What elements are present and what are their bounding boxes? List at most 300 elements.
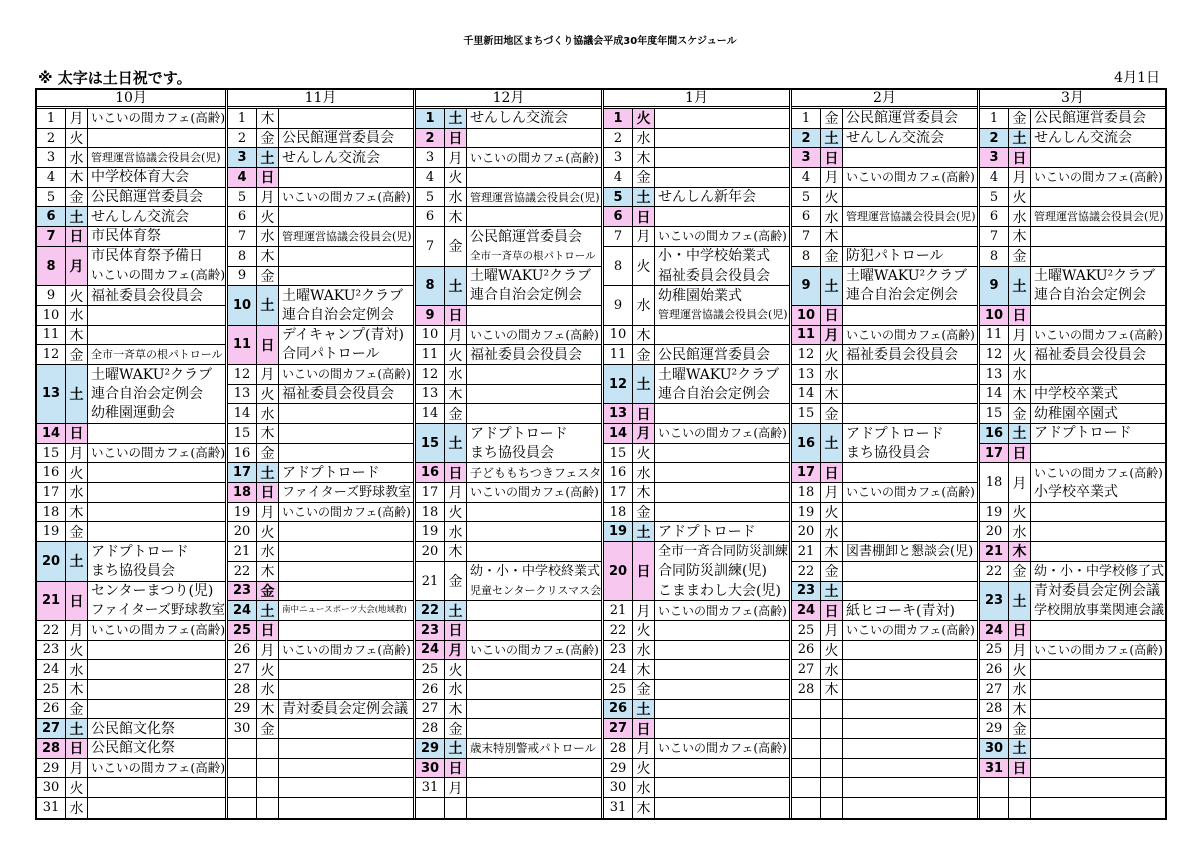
- weekday: 火: [633, 759, 655, 779]
- day-number: 7: [416, 227, 445, 266]
- day-number: 17: [37, 483, 66, 503]
- day-number: 16: [37, 463, 66, 483]
- event-text: 土曜WAKU²クラブ: [91, 366, 213, 383]
- day-number: 11: [980, 326, 1009, 346]
- weekday: 金: [633, 680, 655, 700]
- weekday: 日: [66, 739, 88, 759]
- day-number: 10: [604, 326, 633, 346]
- day-number: 16: [792, 424, 821, 463]
- weekday: 日: [633, 207, 655, 227]
- event-cell: [655, 719, 789, 739]
- weekday: 水: [1009, 680, 1031, 700]
- day-number: 20: [980, 522, 1009, 542]
- day-number: 13: [792, 365, 821, 385]
- event-cell: [843, 522, 977, 542]
- weekday: 水: [257, 680, 279, 700]
- day-number: 17: [604, 483, 633, 503]
- weekday: 火: [1009, 660, 1031, 680]
- weekday: 水: [821, 660, 843, 680]
- day-number: 23: [980, 582, 1009, 621]
- day-number: 9: [604, 286, 633, 325]
- day-number: 28: [792, 680, 821, 700]
- event-cell: [467, 365, 601, 385]
- weekday: 金: [445, 404, 467, 424]
- event-text: せんしん交流会: [282, 149, 380, 166]
- day-number: 7: [980, 227, 1009, 247]
- event-text: 連合自治会定例会: [470, 287, 582, 304]
- event-cell: [279, 444, 413, 464]
- empty-cell: [792, 778, 821, 798]
- day-number: 18: [980, 463, 1009, 502]
- event-cell: [467, 542, 601, 562]
- weekday: 土: [257, 286, 279, 325]
- event-cell: [1031, 227, 1165, 247]
- weekday: 木: [821, 680, 843, 700]
- empty-cell: [1031, 778, 1165, 798]
- day-number: 13: [416, 385, 445, 405]
- weekday: 金: [821, 562, 843, 582]
- empty-cell: [228, 778, 257, 798]
- event-text: アドプトロード: [470, 425, 568, 442]
- day-number: 4: [228, 168, 257, 188]
- weekday: 土: [1009, 582, 1031, 621]
- day-number: 5: [37, 188, 66, 208]
- event-cell: [88, 129, 225, 149]
- event-cell: [467, 483, 601, 503]
- event-cell: [88, 463, 225, 483]
- weekday: 水: [821, 365, 843, 385]
- empty-cell: [279, 798, 413, 818]
- event-text: 青対委員会定例会議: [282, 700, 408, 717]
- event-cell: [467, 148, 601, 168]
- day-number: 20: [416, 542, 445, 562]
- weekday: 月: [445, 148, 467, 168]
- weekday: 水: [66, 306, 88, 326]
- event-cell: [655, 444, 789, 464]
- weekday: 水: [633, 463, 655, 483]
- day-number: 15: [416, 424, 445, 463]
- event-cell: [279, 267, 413, 287]
- day-number: 4: [980, 168, 1009, 188]
- event-cell: [655, 483, 789, 503]
- day-number: 6: [228, 207, 257, 227]
- event-cell: [467, 385, 601, 405]
- empty-cell: [257, 778, 279, 798]
- empty-cell: [843, 798, 977, 818]
- event-cell: [655, 404, 789, 424]
- event-text: 管理運営協議会役員会(児): [658, 308, 788, 322]
- weekday: 木: [821, 542, 843, 562]
- event-cell: [1031, 739, 1165, 759]
- event-cell: [655, 700, 789, 720]
- event-text: 全市一斉草の根パトロール: [470, 249, 596, 262]
- event-text: 南中ニュースポーツ大会(地域教): [282, 605, 407, 616]
- event-cell: [467, 739, 601, 759]
- event-cell: [88, 444, 225, 464]
- day-number: 30: [37, 778, 66, 798]
- day-number: 24: [980, 621, 1009, 641]
- day-number: 29: [980, 719, 1009, 739]
- day-number: 14: [604, 424, 633, 444]
- event-cell: [843, 247, 977, 267]
- day-number: 18: [604, 503, 633, 523]
- day-number: 16: [980, 424, 1009, 444]
- weekday: 日: [821, 463, 843, 483]
- event-text: 幼・小・中学校終業式: [470, 563, 601, 579]
- month-header: 1月: [604, 90, 789, 109]
- event-cell: [467, 227, 601, 266]
- month-grid: [228, 109, 413, 818]
- weekday: 日: [633, 719, 655, 739]
- event-text: 管理運営協議会役員会(児): [470, 190, 600, 204]
- weekday: 火: [633, 444, 655, 464]
- empty-cell: [792, 739, 821, 759]
- weekday: 月: [1009, 168, 1031, 188]
- event-cell: [467, 207, 601, 227]
- event-cell: [1031, 759, 1165, 779]
- event-cell: [1031, 267, 1165, 306]
- weekday: 火: [66, 778, 88, 798]
- weekday: 金: [445, 227, 467, 266]
- day-number: 2: [37, 129, 66, 149]
- weekday: 土: [821, 129, 843, 149]
- event-cell: [279, 148, 413, 168]
- event-cell: [843, 641, 977, 661]
- weekday: 火: [445, 168, 467, 188]
- day-number: 3: [792, 148, 821, 168]
- empty-cell: [257, 759, 279, 779]
- day-number: 31: [37, 798, 66, 818]
- weekday: 火: [257, 660, 279, 680]
- weekday: 月: [821, 326, 843, 346]
- weekday: 日: [257, 326, 279, 365]
- event-cell: [655, 247, 789, 286]
- event-cell: [1031, 621, 1165, 641]
- day-number: 22: [604, 621, 633, 641]
- event-cell: [467, 719, 601, 739]
- day-number: 21: [604, 601, 633, 621]
- day-number: 28: [416, 719, 445, 739]
- weekday: 水: [66, 798, 88, 818]
- schedule-table: [35, 88, 1167, 820]
- day-number: 12: [604, 365, 633, 404]
- event-cell: [843, 267, 977, 306]
- weekday: 土: [1009, 739, 1031, 759]
- weekday: 土: [1009, 129, 1031, 149]
- event-text: 管理運営協議会役員会(児): [846, 210, 976, 224]
- event-cell: [843, 188, 977, 208]
- weekday: 水: [821, 207, 843, 227]
- event-cell: [279, 601, 413, 621]
- weekday: 水: [66, 660, 88, 680]
- event-text: 全市一斉合同防災訓練: [658, 544, 789, 560]
- event-text: 公民館運営委員会: [91, 189, 203, 206]
- event-cell: [467, 168, 601, 188]
- event-cell: [279, 660, 413, 680]
- day-number: 2: [792, 129, 821, 149]
- weekday: 木: [1009, 385, 1031, 405]
- weekday: 水: [1009, 365, 1031, 385]
- event-cell: [655, 109, 789, 129]
- weekday: 土: [1009, 424, 1031, 444]
- month-grid: [980, 109, 1165, 818]
- event-cell: [655, 326, 789, 346]
- day-number: 3: [37, 148, 66, 168]
- day-number: 15: [604, 444, 633, 464]
- event-text: いこいの間カフェ(高齢): [282, 190, 411, 205]
- event-cell: [88, 621, 225, 641]
- weekday: 木: [633, 326, 655, 346]
- event-text: 合同パトロール: [282, 346, 380, 363]
- weekday: 月: [1009, 326, 1031, 346]
- event-text: いこいの間カフェ(高齢): [1034, 642, 1163, 657]
- weekday: 金: [257, 267, 279, 287]
- weekday: 土: [66, 365, 88, 424]
- weekday: 火: [257, 207, 279, 227]
- weekday: 日: [257, 483, 279, 503]
- day-number: 29: [416, 739, 445, 759]
- weekday: 水: [257, 404, 279, 424]
- event-text: 公民館運営委員会: [846, 110, 958, 127]
- weekday: 木: [821, 227, 843, 247]
- weekday: 水: [1009, 522, 1031, 542]
- weekday: 金: [66, 522, 88, 542]
- event-text: いこいの間カフェ(高齢): [470, 485, 599, 500]
- event-text: 児童センタークリスマス会: [470, 584, 601, 598]
- event-cell: [1031, 188, 1165, 208]
- event-text: いこいの間カフェ(高齢): [1034, 327, 1163, 342]
- event-text: 管理運営協議会役員会(児): [282, 229, 412, 243]
- weekday: 日: [445, 759, 467, 779]
- weekday: 月: [66, 759, 88, 779]
- weekday: 火: [66, 463, 88, 483]
- weekday: 木: [257, 247, 279, 267]
- day-number: 2: [604, 129, 633, 149]
- event-text: まち協役員会: [91, 562, 175, 579]
- event-text: 学校開放事業関連会議: [1034, 602, 1165, 618]
- day-number: 14: [980, 385, 1009, 405]
- day-number: 3: [980, 148, 1009, 168]
- weekday: 月: [1009, 641, 1031, 661]
- event-cell: [279, 483, 413, 503]
- day-number: 25: [416, 660, 445, 680]
- empty-cell: [821, 719, 843, 739]
- event-text: いこいの間カフェ(高齢): [1034, 170, 1163, 185]
- weekday: 土: [445, 109, 467, 129]
- event-cell: [279, 326, 413, 365]
- day-number: 2: [416, 129, 445, 149]
- day-number: 27: [604, 719, 633, 739]
- day-number: 23: [37, 641, 66, 661]
- event-cell: [88, 582, 225, 621]
- empty-cell: [792, 700, 821, 720]
- event-cell: [843, 365, 977, 385]
- weekday: 土: [66, 542, 88, 581]
- event-text: いこいの間カフェ(高齢): [91, 759, 225, 775]
- event-cell: [88, 109, 225, 129]
- weekday: 水: [66, 148, 88, 168]
- event-cell: [1031, 503, 1165, 523]
- event-cell: [843, 621, 977, 641]
- event-text: 連合自治会定例会: [658, 385, 770, 402]
- day-number: 31: [980, 759, 1009, 779]
- day-number: 27: [37, 719, 66, 739]
- day-number: 26: [416, 680, 445, 700]
- month-grid: [792, 109, 977, 818]
- weekday: 火: [821, 503, 843, 523]
- weekday: 火: [821, 188, 843, 208]
- day-number: 21: [980, 542, 1009, 562]
- event-text: いこいの間カフェ(高齢): [658, 426, 787, 441]
- empty-cell: [792, 798, 821, 818]
- event-text: 公民館運営委員会: [470, 228, 582, 245]
- weekday: 金: [633, 503, 655, 523]
- day-number: 5: [228, 188, 257, 208]
- weekday: 水: [257, 542, 279, 562]
- weekday: 水: [633, 778, 655, 798]
- day-number: 26: [792, 641, 821, 661]
- event-cell: [279, 621, 413, 641]
- month-column: [789, 90, 977, 818]
- weekday: 火: [257, 522, 279, 542]
- weekday: 金: [445, 562, 467, 601]
- day-number: 6: [416, 207, 445, 227]
- event-text: いこいの間カフェ(高齢): [470, 150, 599, 165]
- event-cell: [843, 207, 977, 227]
- event-cell: [655, 207, 789, 227]
- day-number: 26: [604, 700, 633, 720]
- month-header: 11月: [228, 90, 413, 109]
- weekday: 水: [257, 227, 279, 247]
- day-number: 24: [228, 601, 257, 621]
- day-number: 15: [228, 424, 257, 444]
- weekday: 金: [257, 129, 279, 149]
- weekday: 土: [66, 719, 88, 739]
- day-number: 8: [792, 247, 821, 267]
- event-cell: [279, 522, 413, 542]
- day-number: 11: [604, 345, 633, 365]
- weekday: 火: [633, 109, 655, 129]
- day-number: 4: [416, 168, 445, 188]
- day-number: 20: [792, 522, 821, 542]
- event-cell: [843, 306, 977, 326]
- weekday: 水: [445, 680, 467, 700]
- day-number: 5: [980, 188, 1009, 208]
- empty-cell: [279, 778, 413, 798]
- event-text: せんしん新年会: [658, 189, 756, 206]
- day-number: 31: [604, 798, 633, 818]
- weekday: 土: [257, 601, 279, 621]
- day-number: 25: [980, 641, 1009, 661]
- day-number: 17: [416, 483, 445, 503]
- weekday: 木: [66, 503, 88, 523]
- event-cell: [1031, 168, 1165, 188]
- empty-cell: [279, 759, 413, 779]
- event-cell: [467, 759, 601, 779]
- event-cell: [1031, 680, 1165, 700]
- empty-cell: [228, 798, 257, 818]
- event-cell: [1031, 365, 1165, 385]
- event-text: せんしん交流会: [846, 130, 944, 147]
- event-cell: [655, 621, 789, 641]
- day-number: 12: [980, 345, 1009, 365]
- weekday: 水: [445, 522, 467, 542]
- day-number: 21: [792, 542, 821, 562]
- event-cell: [843, 109, 977, 129]
- event-cell: [88, 483, 225, 503]
- event-cell: [843, 680, 977, 700]
- empty-cell: [821, 759, 843, 779]
- event-cell: [279, 424, 413, 444]
- event-text: 福祉委員会役員会: [282, 385, 394, 402]
- weekday: 土: [633, 188, 655, 208]
- event-cell: [279, 562, 413, 582]
- weekday: 月: [445, 778, 467, 798]
- weekday: 金: [1009, 404, 1031, 424]
- event-cell: [1031, 129, 1165, 149]
- event-cell: [1031, 385, 1165, 405]
- day-number: 15: [980, 404, 1009, 424]
- empty-cell: [467, 798, 601, 818]
- weekday: 水: [445, 365, 467, 385]
- event-cell: [1031, 463, 1165, 502]
- event-cell: [88, 719, 225, 739]
- day-number: 17: [980, 444, 1009, 464]
- event-text: 福祉委員会役員会: [91, 287, 203, 304]
- day-number: 6: [37, 207, 66, 227]
- day-number: 20: [604, 542, 633, 601]
- day-number: 14: [792, 385, 821, 405]
- empty-cell: [980, 798, 1009, 818]
- day-number: 8: [416, 267, 445, 306]
- weekday: 水: [66, 483, 88, 503]
- day-number: 1: [980, 109, 1009, 129]
- event-cell: [88, 680, 225, 700]
- event-cell: [467, 267, 601, 306]
- event-cell: [1031, 148, 1165, 168]
- day-number: 14: [416, 404, 445, 424]
- weekday: 土: [1009, 267, 1031, 306]
- event-cell: [843, 542, 977, 562]
- day-number: 17: [792, 463, 821, 483]
- event-cell: [88, 739, 225, 759]
- weekday: 日: [821, 306, 843, 326]
- day-number: 9: [228, 267, 257, 287]
- day-number: 11: [416, 345, 445, 365]
- empty-cell: [843, 719, 977, 739]
- empty-cell: [279, 739, 413, 759]
- day-number: 16: [604, 463, 633, 483]
- day-number: 23: [604, 641, 633, 661]
- event-cell: [279, 700, 413, 720]
- weekday: 月: [821, 621, 843, 641]
- day-number: 25: [37, 680, 66, 700]
- day-number: 9: [37, 286, 66, 306]
- day-number: 4: [792, 168, 821, 188]
- event-text: ファイターズ野球教室: [282, 484, 412, 500]
- event-cell: [467, 404, 601, 424]
- weekday: 火: [633, 621, 655, 641]
- event-cell: [467, 109, 601, 129]
- weekday: 金: [66, 345, 88, 365]
- day-number: 28: [228, 680, 257, 700]
- empty-cell: [821, 798, 843, 818]
- event-text: 幼稚園始業式: [658, 287, 742, 304]
- day-number: 28: [604, 739, 633, 759]
- weekday: 日: [633, 404, 655, 424]
- weekday: 木: [445, 385, 467, 405]
- day-number: 20: [37, 542, 66, 581]
